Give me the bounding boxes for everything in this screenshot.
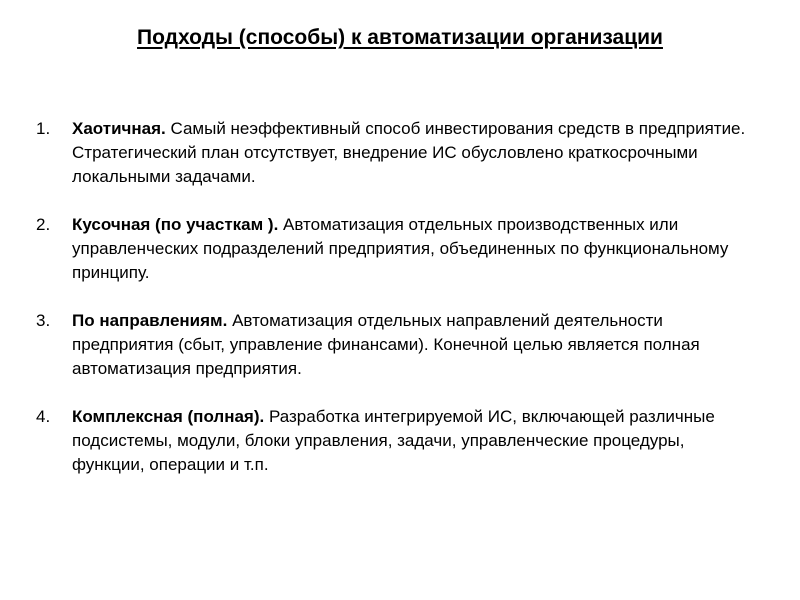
item-number: 4. — [36, 407, 51, 426]
item-description: Самый неэффективный способ инвестирования средств в предприятие. Стратегический план отсутствует, внедрение ИС обусловлено краткосрочными локальными задачами. — [72, 119, 746, 186]
slide-title: Подходы (способы) к автоматизации организации — [137, 26, 663, 49]
approaches-list — [36, 117, 748, 477]
list-item — [36, 117, 748, 189]
item-number: 1. — [36, 119, 51, 138]
item-number: 3. — [36, 311, 51, 330]
list-item — [36, 309, 748, 381]
item-description: Автоматизация отдельных производственных или управленческих подразделений предприятия, объединенных по функциональному принципу. — [72, 215, 729, 282]
item-term: Комплексная (полная). — [72, 407, 269, 426]
item-term: По направлениям. — [72, 311, 233, 330]
item-description: Автоматизация отдельных направлений деятельности предприятия (сбыт, управление финансами). Конечной целью является полная автоматизация предприятия. — [72, 311, 700, 378]
list-item — [36, 213, 748, 285]
item-number: 2. — [36, 215, 51, 234]
item-term: Хаотичная. — [72, 119, 171, 138]
item-description: Разработка интегрируемой ИС, включающей различные подсистемы, модули, блоки управления, задачи, управленческие процедуры, функции, операции и т.п. — [72, 407, 715, 474]
list-item — [36, 405, 748, 477]
item-term: Кусочная (по участкам ). — [72, 215, 284, 234]
